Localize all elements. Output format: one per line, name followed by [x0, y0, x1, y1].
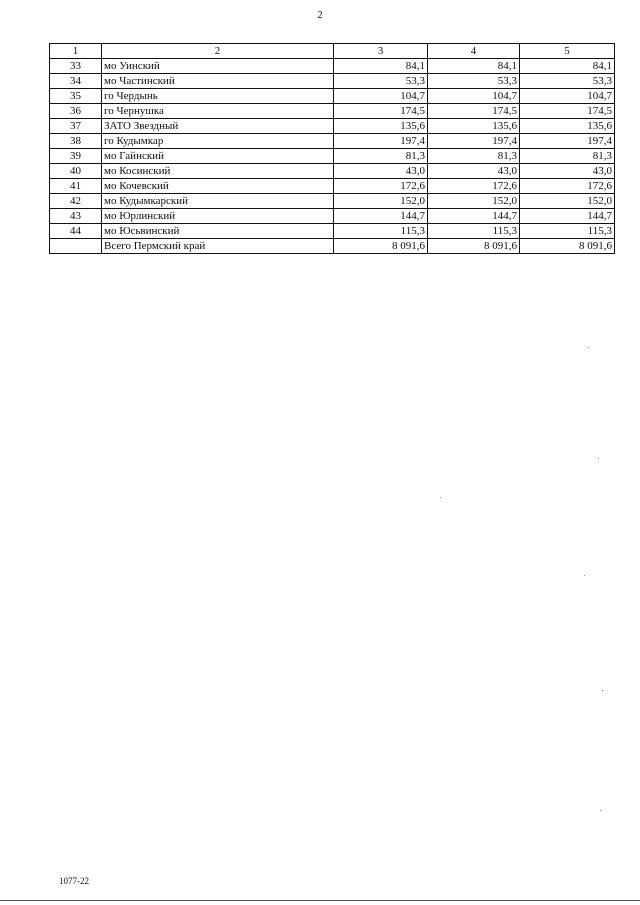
col5-value-cell: 81,3 [520, 149, 615, 164]
col3-value-cell: 84,1 [334, 59, 428, 74]
municipality-name-cell: мо Юсьвинский [102, 224, 334, 239]
col3-value-cell: 172,6 [334, 179, 428, 194]
document-code: 1077-22 [59, 876, 89, 886]
municipality-name-cell: мо Гайнский [102, 149, 334, 164]
table-row [50, 194, 615, 209]
col5-value-cell: 152,0 [520, 194, 615, 209]
table-row [50, 104, 615, 119]
col4-value-cell: 135,6 [428, 119, 520, 134]
table-row [50, 164, 615, 179]
col4-value-cell: 84,1 [428, 59, 520, 74]
municipality-name-cell: мо Кудымкарский [102, 194, 334, 209]
municipality-name-cell: го Кудымкар [102, 134, 334, 149]
column-header-3: 3 [334, 44, 428, 59]
total-col3-cell: 8 091,6 [334, 239, 428, 254]
total-col5-cell: 8 091,6 [520, 239, 615, 254]
col5-value-cell: 53,3 [520, 74, 615, 89]
col4-value-cell: 115,3 [428, 224, 520, 239]
scan-speck [602, 690, 603, 691]
municipality-name-cell: мо Частинский [102, 74, 334, 89]
scan-speck [598, 458, 599, 459]
page-number: 2 [317, 9, 323, 21]
municipality-name-cell: мо Уинский [102, 59, 334, 74]
col3-value-cell: 115,3 [334, 224, 428, 239]
row-number-cell: 43 [50, 209, 102, 224]
table-row [50, 224, 615, 239]
column-header-4: 4 [428, 44, 520, 59]
col4-value-cell: 43,0 [428, 164, 520, 179]
col5-value-cell: 172,6 [520, 179, 615, 194]
total-col4-cell: 8 091,6 [428, 239, 520, 254]
col4-value-cell: 144,7 [428, 209, 520, 224]
col4-value-cell: 104,7 [428, 89, 520, 104]
row-number-cell: 42 [50, 194, 102, 209]
municipality-name-cell: мо Кочевский [102, 179, 334, 194]
municipality-name-cell: мо Косинский [102, 164, 334, 179]
col4-value-cell: 53,3 [428, 74, 520, 89]
col5-value-cell: 144,7 [520, 209, 615, 224]
table-row [50, 149, 615, 164]
col5-value-cell: 43,0 [520, 164, 615, 179]
table-row [50, 179, 615, 194]
table-row [50, 209, 615, 224]
col3-value-cell: 144,7 [334, 209, 428, 224]
col3-value-cell: 81,3 [334, 149, 428, 164]
col4-value-cell: 152,0 [428, 194, 520, 209]
col4-value-cell: 197,4 [428, 134, 520, 149]
column-header-2: 2 [102, 44, 334, 59]
table-row [50, 74, 615, 89]
row-number-cell: 38 [50, 134, 102, 149]
col5-value-cell: 104,7 [520, 89, 615, 104]
col4-value-cell: 174,5 [428, 104, 520, 119]
municipality-name-cell: го Чердынь [102, 89, 334, 104]
row-number-cell: 36 [50, 104, 102, 119]
column-header-1: 1 [50, 44, 102, 59]
col3-value-cell: 104,7 [334, 89, 428, 104]
scan-speck [440, 497, 441, 498]
table-body [50, 59, 615, 239]
table-row [50, 59, 615, 74]
scan-speck [584, 575, 585, 576]
col5-value-cell: 174,5 [520, 104, 615, 119]
col3-value-cell: 53,3 [334, 74, 428, 89]
total-row [50, 239, 615, 254]
col5-value-cell: 84,1 [520, 59, 615, 74]
col5-value-cell: 135,6 [520, 119, 615, 134]
scan-speck [600, 810, 601, 811]
row-number-cell: 35 [50, 89, 102, 104]
col5-value-cell: 197,4 [520, 134, 615, 149]
col3-value-cell: 174,5 [334, 104, 428, 119]
col3-value-cell: 152,0 [334, 194, 428, 209]
total-label-cell: Всего Пермский край [102, 239, 334, 254]
table-row [50, 134, 615, 149]
row-number-cell: 37 [50, 119, 102, 134]
row-number-cell: 41 [50, 179, 102, 194]
row-number-cell: 40 [50, 164, 102, 179]
table-row [50, 89, 615, 104]
row-number-cell: 39 [50, 149, 102, 164]
col3-value-cell: 43,0 [334, 164, 428, 179]
col3-value-cell: 135,6 [334, 119, 428, 134]
row-number-cell: 33 [50, 59, 102, 74]
row-number-cell: 34 [50, 74, 102, 89]
municipality-name-cell: мо Юрлинский [102, 209, 334, 224]
total-number-cell [50, 239, 102, 254]
column-header-5: 5 [520, 44, 615, 59]
data-table [49, 43, 615, 254]
municipality-name-cell: ЗАТО Звездный [102, 119, 334, 134]
col4-value-cell: 172,6 [428, 179, 520, 194]
col3-value-cell: 197,4 [334, 134, 428, 149]
header-row [50, 44, 615, 59]
municipality-name-cell: го Чернушка [102, 104, 334, 119]
col4-value-cell: 81,3 [428, 149, 520, 164]
table-row [50, 119, 615, 134]
row-number-cell: 44 [50, 224, 102, 239]
page-bottom-edge [0, 900, 640, 901]
scan-speck [588, 347, 589, 348]
col5-value-cell: 115,3 [520, 224, 615, 239]
